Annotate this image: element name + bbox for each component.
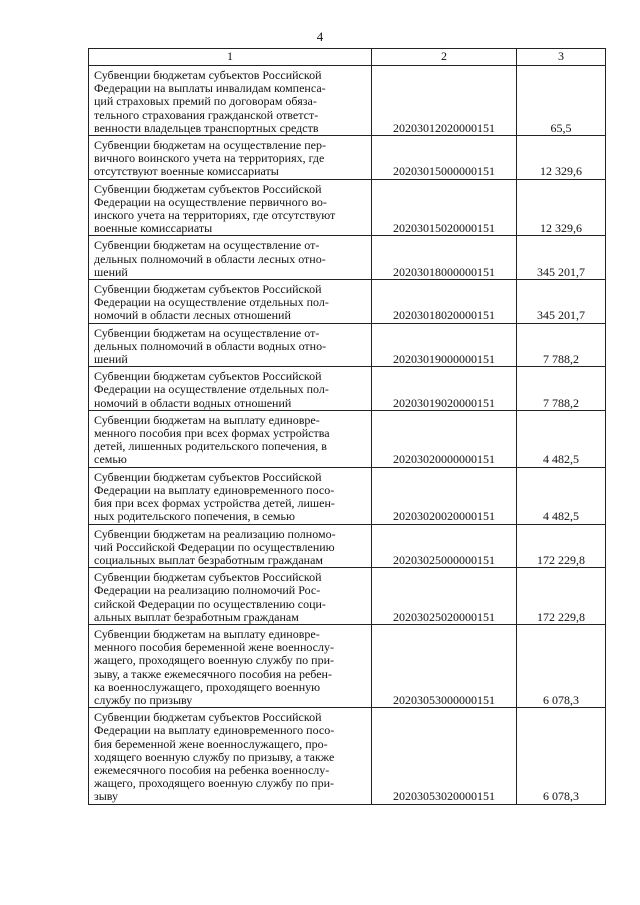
amount-cell: 345 201,7 [517, 280, 606, 324]
description-line: Субвенции бюджетам на реализацию полномо- [94, 526, 336, 541]
code-cell: 20203053000000151 [372, 624, 517, 707]
description-line: Федерации на реализацию полномочий Рос- [94, 583, 321, 598]
description-line: номочий в области лесных отношений [94, 308, 291, 323]
description-line: номочий в области водных отношений [94, 395, 292, 410]
code-cell: 20203019000000151 [372, 323, 517, 367]
amount-cell: 12 329,6 [517, 179, 606, 236]
description-line: бия беременной жене военнослужащего, про- [94, 736, 328, 751]
amount-cell: 6 078,3 [517, 708, 606, 804]
code-cell: 20203053020000151 [372, 708, 517, 804]
description-line: Субвенции бюджетам субъектов Российской [94, 710, 322, 725]
description-line: Субвенции бюджетам на осуществление от- [94, 325, 320, 340]
description-line: Федерации на осуществление первичного во- [94, 194, 327, 209]
description-line: ций страховых премий по договорам обяза- [94, 94, 317, 109]
description-cell [89, 524, 372, 568]
description-line: Субвенции бюджетам субъектов Российской [94, 181, 322, 196]
description-line: Субвенции бюджетам субъектов Российской [94, 369, 322, 384]
amount-cell: 345 201,7 [517, 236, 606, 280]
description-line: сийской Федерации по осуществлению соци- [94, 596, 326, 611]
amount-cell: 6 078,3 [517, 624, 606, 707]
table-row [89, 280, 606, 324]
description-line: Субвенции бюджетам на выплату единовре- [94, 626, 320, 641]
description-cell [89, 66, 372, 136]
code-cell: 20203020020000151 [372, 467, 517, 524]
code-cell: 20203025000000151 [372, 524, 517, 568]
description-cell [89, 367, 372, 411]
description-cell [89, 410, 372, 467]
description-line: Субвенции бюджетам субъектов Российской [94, 570, 322, 585]
page-number: 4 [316, 29, 324, 44]
amount-cell: 7 788,2 [517, 323, 606, 367]
description-line: детей, лишенных родительского попечения, в [94, 439, 327, 454]
description-cell [89, 236, 372, 280]
header-cell-3: 3 [517, 49, 606, 66]
description-line: ных родительского попечения, в семью [94, 509, 295, 524]
table-row [89, 708, 606, 804]
table-row [89, 66, 606, 136]
description-line: ежемесячного пособия на ребенка военнослу- [94, 762, 330, 777]
description-line: службу по призыву [94, 692, 193, 707]
description-line: венности владельцев транспортных средств [94, 120, 319, 135]
description-line: Федерации на осуществление отдельных пол- [94, 382, 329, 397]
description-line: чий Российской Федерации по осуществлению [94, 539, 335, 554]
description-line: жащего, проходящего военную службу по при- [94, 653, 335, 668]
table-row [89, 136, 606, 180]
description-line: зыву [94, 789, 119, 804]
code-cell: 20203018020000151 [372, 280, 517, 324]
code-cell: 20203019020000151 [372, 367, 517, 411]
description-line: Субвенции бюджетам субъектов Российской [94, 282, 322, 297]
budget-subventions-table [88, 48, 606, 805]
description-cell [89, 179, 372, 236]
code-cell: 20203018000000151 [372, 236, 517, 280]
table-row [89, 236, 606, 280]
description-line: зыву, а также ежемесячного пособия на ребен- [94, 666, 332, 681]
description-line: дельных полномочий в области водных отно- [94, 338, 327, 353]
amount-cell: 4 482,5 [517, 467, 606, 524]
description-cell [89, 136, 372, 180]
description-line: менного пособия беременной жене военнослу- [94, 640, 334, 655]
description-line: инского учета на территориях, где отсутствуют [94, 208, 336, 223]
description-line: отсутствуют военные комиссариаты [94, 164, 279, 179]
amount-cell: 172 229,8 [517, 524, 606, 568]
description-line: тельного страхования гражданской ответст- [94, 107, 319, 122]
description-line: бия при всех формах устройства детей, лишен- [94, 496, 335, 511]
description-line: семью [94, 452, 127, 467]
description-line: военные комиссариаты [94, 221, 213, 236]
description-line: менного пособия при всех формах устройства [94, 426, 330, 441]
table-row [89, 624, 606, 707]
description-line: ходящего военную службу по призыву, а также [94, 749, 335, 764]
description-line: Субвенции бюджетам на выплату единовре- [94, 412, 320, 427]
description-cell [89, 624, 372, 707]
description-line: социальных выплат безработным гражданам [94, 552, 324, 567]
description-line: Субвенции бюджетам субъектов Российской [94, 469, 322, 484]
description-line: жащего, проходящего военную службу по при- [94, 776, 335, 791]
table-header-row [89, 49, 606, 66]
description-line: альных выплат безработным гражданам [94, 609, 299, 624]
table-row [89, 467, 606, 524]
amount-cell: 12 329,6 [517, 136, 606, 180]
description-cell [89, 280, 372, 324]
description-line: Федерации на выплату единовременного посо- [94, 482, 335, 497]
description-cell [89, 323, 372, 367]
code-cell: 20203020000000151 [372, 410, 517, 467]
code-cell: 20203025020000151 [372, 568, 517, 625]
description-cell [89, 467, 372, 524]
description-line: шений [94, 264, 128, 279]
description-line: Субвенции бюджетам субъектов Российской [94, 68, 322, 82]
description-line: Федерации на выплату единовременного посо- [94, 723, 335, 738]
description-cell [89, 708, 372, 804]
header-cell-2: 2 [372, 49, 517, 66]
description-line: дельных полномочий в области лесных отно- [94, 251, 326, 266]
table-row [89, 568, 606, 625]
code-cell: 20203012020000151 [372, 66, 517, 136]
amount-cell: 4 482,5 [517, 410, 606, 467]
table-row [89, 323, 606, 367]
table-row [89, 179, 606, 236]
description-line: Федерации на осуществление отдельных пол- [94, 295, 329, 310]
description-line: Субвенции бюджетам на осуществление пер- [94, 138, 326, 153]
table-row [89, 367, 606, 411]
amount-cell: 7 788,2 [517, 367, 606, 411]
header-cell-1: 1 [89, 49, 372, 66]
amount-cell: 65,5 [517, 66, 606, 136]
description-line: Субвенции бюджетам на осуществление от- [94, 238, 320, 253]
table-row [89, 410, 606, 467]
description-line: шений [94, 352, 128, 367]
amount-cell: 172 229,8 [517, 568, 606, 625]
code-cell: 20203015020000151 [372, 179, 517, 236]
description-line: Федерации на выплаты инвалидам компенса- [94, 81, 326, 96]
code-cell: 20203015000000151 [372, 136, 517, 180]
table-row [89, 524, 606, 568]
description-cell [89, 568, 372, 625]
description-line: ка военнослужащего, проходящего военную [94, 679, 321, 694]
description-line: вичного воинского учета на территориях, где [94, 151, 325, 166]
